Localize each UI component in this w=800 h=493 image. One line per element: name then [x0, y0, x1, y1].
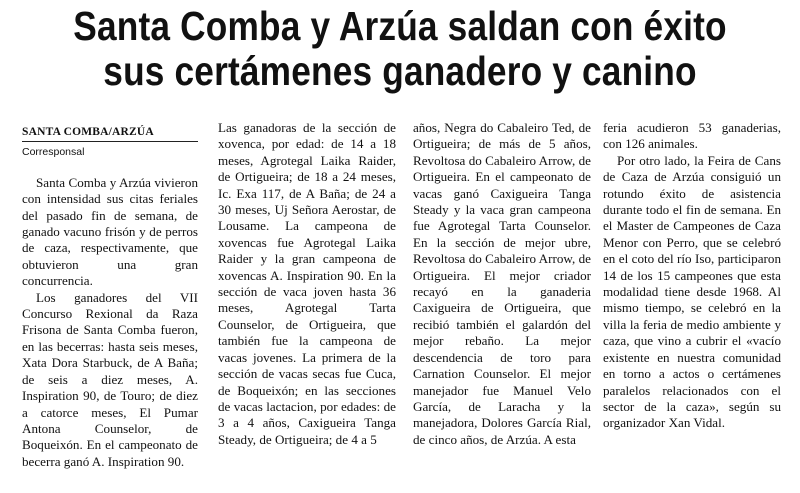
byline-place: SANTA COMBA/ARZÚA — [22, 124, 198, 142]
paragraph: Santa Comba y Arzúa vivieron con intensidad sus citas feriales del pasado fin de semana, de ganado vacuno frisón y de perros de caza, respectivamente, que obtuvieron una gran concurrencia. — [22, 174, 198, 289]
headline-line-2: sus certámenes ganadero y canino — [103, 48, 697, 94]
paragraph: Los ganadores del VII Concurso Rexional da Raza Frisona de Santa Comba fueron, en las becerras: hasta seis meses, Xata Dora Starbuck, de A Baña; de seis a diez meses, A. Inspiration 90, de Touro; de diez a catorce meses, El Pumar Antona Counselor, de Boqueixón. En el campeonato de becerra ganó A. Inspiration 90. — [22, 289, 198, 469]
paragraph: Por otro lado, la Feira de Cans de Caza de Arzúa consiguió un rotundo éxito de asistencia durante todo el fin de semana. En el Master de Campeones de Caza Menor con Perro, que se celebró en el coto del río Iso, participaron 14 de los 15 campeones que esta modalidad tiene desde 1968. Al mismo tiempo, se celebró en la villa la feria de medio ambiente y caza, que vino a cubrir el «vacío existente en nuestra comunidad en torno a actos o certámenes paralelos relacionados con el sector de la caza», según su organizador Xan Vidal. — [603, 152, 781, 431]
article-column-4 — [603, 120, 781, 432]
article-column-2 — [218, 120, 396, 448]
paragraph: feria acudieron 53 ganaderias, con 126 animales. — [603, 120, 781, 152]
byline-role: Corresponsal — [22, 146, 85, 159]
headline-line-1: Santa Comba y Arzúa saldan con éxito — [73, 3, 727, 49]
headline — [56, 4, 744, 94]
article-column-3 — [413, 120, 591, 448]
article-column-1 — [22, 124, 198, 470]
paragraph: Las ganadoras de la sección de xovenca, por edad: de 14 a 18 meses, Agrotegal Laika Raider, de Ortigueira; de 18 a 24 meses, Ic. Exa 117, de A Baña; de 24 a 30 meses, Uj Señora Aerostar, de Lousame. La campeona de xovencas fue Agrotegal Laika Raider y la gran campeona de xovencas A. Inspiration 90. En la sección de vaca joven hasta 36 meses, Agrotegal Tarta Counselor, de Ortigueira, que también fue la campeona de vacas jovenes. La primera de la sección de vacas secas fue Cuca, de Boqueixón; en las secciones de vacas lactacion, por edades: de 3 a 4 años, Caxigueira Tanga Steady, de Ortigueira; de 4 a 5 — [218, 120, 396, 447]
paragraph: años, Negra do Cabaleiro Ted, de Ortigueira; de más de 5 años, Revoltosa do Cabaleiro Arrow, de Ortigueira. En el campeonato de vacas ganó Caxigueira Tanga Steady y la vaca gran campeona fue Agrotegal Tarta Counselor. En la sección de mejor ubre, Revoltosa do Cabaleiro Arrow, de Ortigueira. El mejor criador recayó en la ganaderia Caxigueira de Ortigueira, que recibió también el galardón del mejor rebaño. La mejor descendencia de toro para Carnation Counselor. El mejor manejador fue Manuel Velo García, de Laracha y la manejadora, Dolores García Rial, de cinco años, de Arzúa. A esta — [413, 120, 591, 447]
